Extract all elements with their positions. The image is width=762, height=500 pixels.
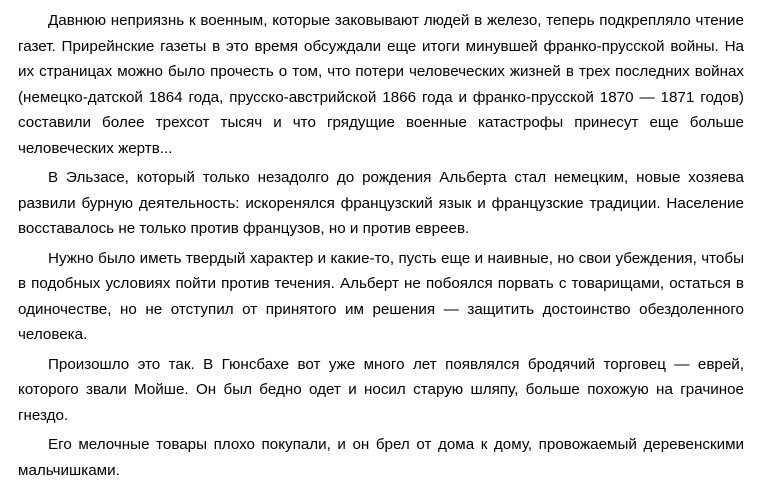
paragraph: Его мелочные товары плохо покупали, и он брел от дома к дому, провожаемый деревенскими мальчишками. <box>18 436 744 479</box>
document-body <box>18 8 744 483</box>
paragraph: В Эльзасе, который только незадолго до рождения Альберта стал немецким, новые хозяева развили бурную деятельность: искоренялся французский язык и французские традиции. Население восставалось не только против французов, но и против евреев. <box>18 169 744 237</box>
paragraph: Произошло это так. В Гюнсбахе вот уже много лет появлялся бродячий торговец — еврей, которого звали Мойше. Он был бедно одет и носил старую шляпу, больше похожую на грачиное гнездо. <box>18 355 744 424</box>
paragraph: Давнюю неприязнь к военным, которые заковывают людей в железо, теперь подкрепляло чтение газет. Прирейнские газеты в это время обсуждали еще итоги минувшей франко-прусской войны. На их страницах можно было прочесть о том, что потери человеческих жизней в трех последних войнах (немецко-датской 1864 года, прусско-австрийской 1866 года и франко-прусской 1870 — 1871 годов) составили более трехсот тысяч и что грядущие военные катастрофы принесут еще больше человеческих жертв... <box>18 12 744 157</box>
paragraph: Нужно было иметь твердый характер и какие-то, пусть еще и наивные, но свои убеждения, чтобы в подобных условиях пойти против течения. Альберт не побоялся порвать с товарищами, остаться в одиночестве, но не отступил от принятого им решения — защитить достоинство обездоленного человека. <box>18 249 744 343</box>
